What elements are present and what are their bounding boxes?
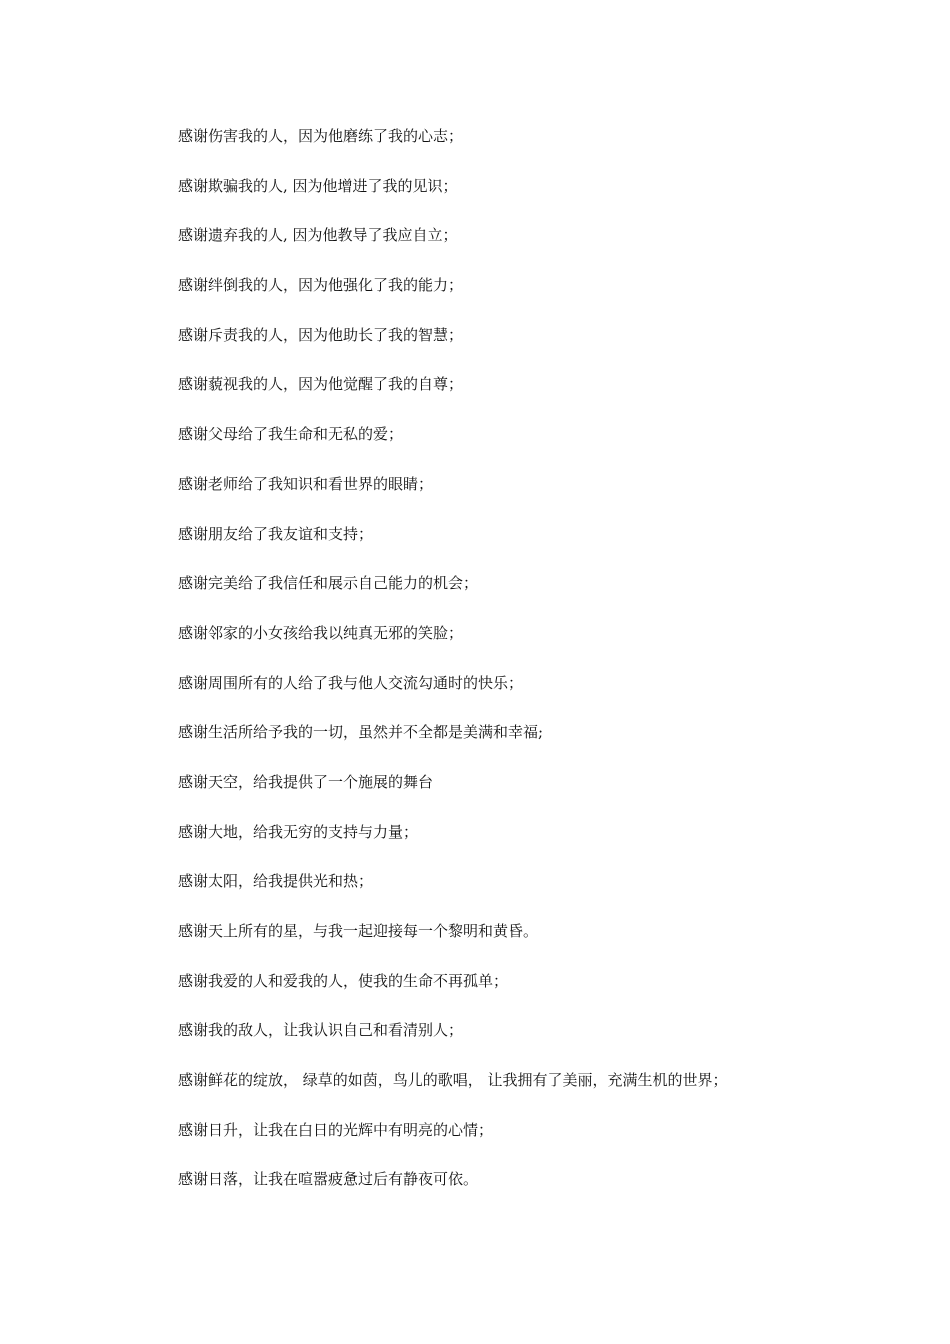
text-line: 感谢日升，让我在白日的光辉中有明亮的心情； bbox=[178, 1120, 494, 1139]
text-line: 感谢欺骗我的人, 因为他增进了我的见识； bbox=[178, 176, 458, 195]
text-line: 感谢大地，给我无穷的支持与力量； bbox=[178, 822, 419, 841]
text-line: 感谢我的敌人，让我认识自己和看清别人； bbox=[178, 1021, 464, 1040]
text-line: 感谢我爱的人和爱我的人，使我的生命不再孤单； bbox=[178, 971, 509, 990]
text-line: 感谢天上所有的星，与我一起迎接每一个黎明和黄昏。 bbox=[178, 922, 539, 940]
text-line: 感谢老师给了我知识和看世界的眼睛； bbox=[178, 474, 434, 493]
gratitude-text-body bbox=[178, 124, 918, 1217]
text-line: 感谢朋友给了我友谊和支持； bbox=[178, 524, 374, 543]
text-line: 感谢遗弃我的人, 因为他教导了我应自立； bbox=[178, 226, 458, 245]
text-line: 感谢伤害我的人，因为他磨练了我的心志； bbox=[178, 127, 464, 145]
text-line: 感谢周围所有的人给了我与他人交流勾通时的快乐； bbox=[178, 673, 524, 692]
text-line: 感谢生活所给予我的一切，虽然并不全都是美满和幸福; bbox=[178, 723, 544, 742]
text-line: 感谢太阳，给我提供光和热； bbox=[178, 872, 374, 891]
text-line: 感谢斥责我的人，因为他助长了我的智慧； bbox=[178, 325, 464, 344]
text-line: 感谢藐视我的人，因为他觉醒了我的自尊； bbox=[178, 375, 464, 394]
text-line: 感谢鲜花的绽放， 绿草的如茵，鸟儿的歌唱， 让我拥有了美丽，充满生机的世界； bbox=[178, 1071, 728, 1090]
text-line: 感谢完美给了我信任和展示自己能力的机会； bbox=[178, 574, 479, 593]
text-line: 感谢绊倒我的人，因为他强化了我的能力； bbox=[178, 276, 464, 295]
text-line: 感谢日落，让我在喧嚣疲惫过后有静夜可依。 bbox=[178, 1170, 479, 1189]
text-line: 感谢父母给了我生命和无私的爱； bbox=[178, 425, 404, 444]
text-line: 感谢天空，给我提供了一个施展的舞台 bbox=[178, 772, 434, 791]
text-line: 感谢邻家的小女孩给我以纯真无邪的笑脸； bbox=[178, 623, 464, 642]
